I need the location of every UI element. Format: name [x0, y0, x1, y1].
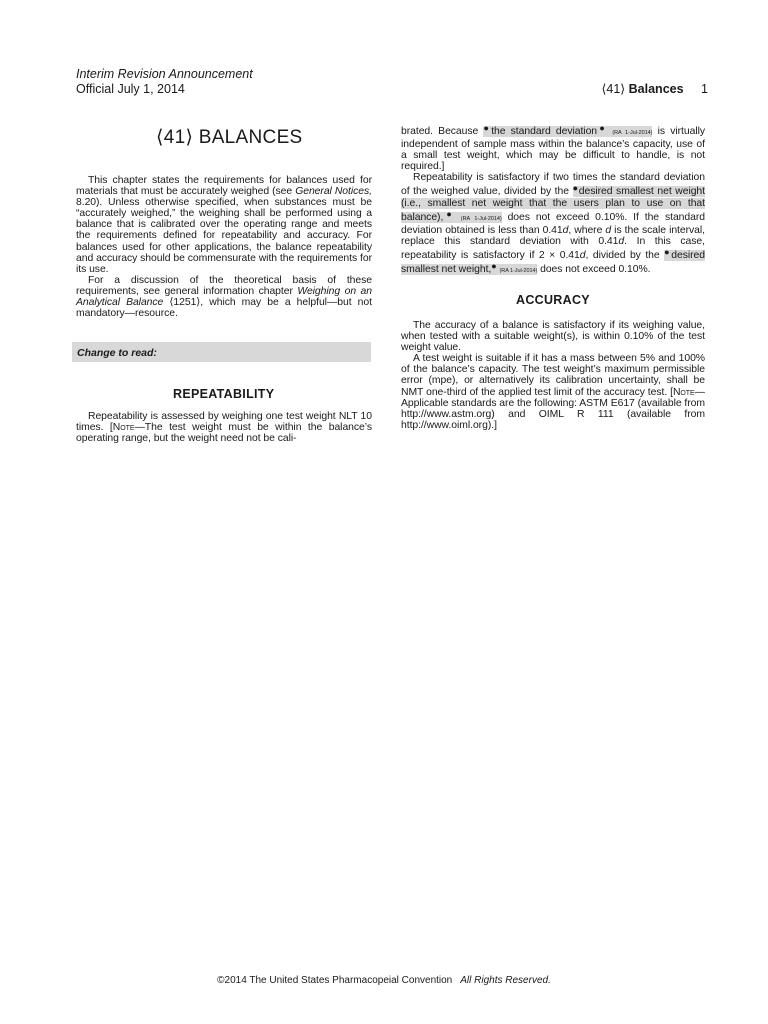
intro-paragraph-1	[76, 175, 372, 275]
right-p2-hl2: desired smallest net weight,	[401, 249, 705, 276]
note-label: Note	[112, 422, 135, 434]
note-label: Note	[672, 386, 695, 398]
rep-p1a: Repeatability is assessed by weighing one test weight NLT 10 times. [	[76, 411, 372, 434]
rep-p1b: —The test weight must be within the balance’s operating range, but the weight need not be cali-	[76, 422, 372, 445]
revision-highlight-1	[483, 123, 653, 137]
footer	[0, 975, 768, 986]
running-title: Balances	[628, 82, 684, 96]
revision-annotation: (RA 1-Jul-2014)	[612, 130, 653, 136]
revision-annotation: (RA 1-Jul-2014)	[499, 268, 538, 275]
repeatability-paragraph-1	[76, 411, 372, 444]
chapter-1251-ref: Weighing on an Analytical Balance	[76, 285, 372, 309]
header-line-2: Official July 1, 2014	[76, 82, 185, 96]
right-p1b: is virtually independent of sample mass within the balance’s capacity, use of a small test weight, which may be difficult to handle, is not required.]	[401, 126, 705, 173]
right-paragraph-1	[401, 123, 705, 172]
right-column	[401, 123, 705, 277]
intro-p2-cont: ⟨1251⟩, which may be a helpful—but not mandatory—resource.	[76, 297, 372, 320]
revision-open-marker: ●	[664, 246, 672, 257]
accuracy-section	[401, 320, 705, 431]
repeatability-heading: REPEATABILITY	[173, 387, 275, 401]
right-p2d: is the scale interval, replace this standard deviation with 0.41	[401, 224, 705, 247]
right-p2f: , divided by the	[585, 249, 665, 261]
intro-p1-text: This chapter states the requirements for balances used for materials that must be accurately weighed (see	[76, 175, 372, 198]
page-number: 1	[701, 82, 708, 96]
general-notices-ref: General Notices,	[295, 186, 372, 198]
right-p2c: , where	[568, 224, 606, 236]
running-title-prefix: ⟨41⟩	[601, 82, 626, 96]
accuracy-heading: ACCURACY	[516, 293, 590, 307]
change-label: Change to read:	[77, 347, 157, 359]
intro-paragraph-2	[76, 275, 372, 319]
acc-p2a: A test weight is suitable if it has a mass between 5% and 100% of the balance’s capacity. The test weight’s maximum permissible error (mpe), or alternatively its calibration uncertainty, shall be NMT one-third of the applied test limit of the accuracy test. [	[401, 353, 705, 398]
footer-copyright: ©2014 The United States Pharmacopeial Convention	[217, 975, 453, 986]
intro-p2-text: For a discussion of the theoretical basis of these requirements, see general information chapter	[76, 274, 372, 297]
header-line-1: Interim Revision Announcement	[76, 67, 253, 81]
revision-open-marker: ●	[483, 123, 492, 133]
right-p2b: does not exceed 0.10%. If the standard deviation obtained is less than 0.41	[401, 211, 705, 236]
right-p1-hl: the standard deviation	[491, 126, 598, 137]
revision-annotation: (RA 1-Jul-2014)	[460, 215, 502, 222]
revision-close-marker: ●	[597, 123, 608, 133]
right-paragraph-2	[401, 172, 705, 277]
revision-open-marker: ●	[572, 183, 579, 194]
var-d: d	[605, 224, 612, 236]
revision-close-marker: ●	[491, 261, 497, 272]
chapter-title: ⟨41⟩ BALANCES	[156, 127, 303, 148]
right-p2g: does not exceed 0.10%.	[537, 264, 651, 276]
right-p2a: Repeatability is satisfactory if two times the standard deviation of the weighed value, divided by the	[401, 172, 705, 198]
var-d: d	[618, 235, 625, 247]
acc-p2b: —Applicable standards are the following: ASTM E617 (available from http://www.astm.org) and OIML R 111 (available from http://www.oiml.org).]	[401, 386, 706, 431]
var-d: d	[579, 249, 586, 261]
right-p2e: . In this case, repeatability is satisfactory if 2 × 0.41	[401, 235, 706, 261]
intro-p1-cont: 8.20). Unless otherwise specified, when substances must be “accurately weighed,” the weighing shall be performed using a balance that is calibrated over the operating range and meets the requirements defined for repeatability and accuracy. For balances used for other applications, the balance repeatability and accuracy should be commensurate with the requirements for its use.	[76, 197, 372, 275]
right-p2-hl: desired smallest net weight (i.e., smallest net weight that the users plan to use on that balance),	[401, 186, 705, 223]
right-p1a: brated. Because	[401, 126, 484, 137]
accuracy-paragraph-1: The accuracy of a balance is satisfactory if its weighing value, when tested with a suitable weight(s), is within 0.10% of the test weight value.	[401, 320, 705, 354]
revision-close-marker: ●	[443, 208, 455, 219]
intro-section	[76, 175, 372, 319]
accuracy-paragraph-2	[401, 353, 705, 431]
var-d: d	[562, 224, 569, 236]
repeatability-section	[76, 411, 372, 444]
footer-rights: All Rights Reserved.	[460, 975, 551, 986]
running-head	[602, 81, 709, 96]
